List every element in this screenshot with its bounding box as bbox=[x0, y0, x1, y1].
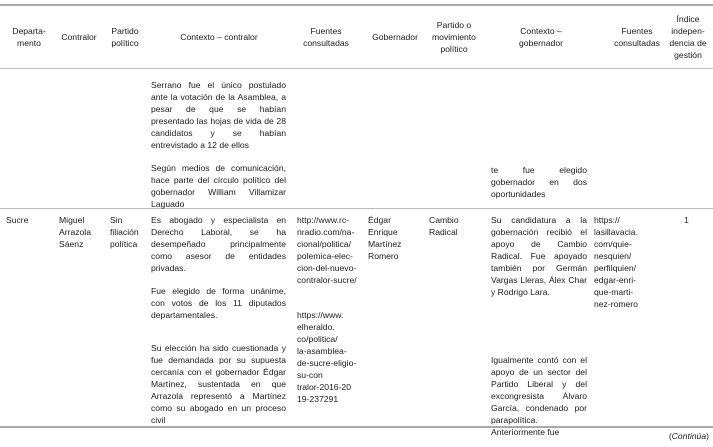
gobernador-cell: Édgar Enrique Martínez Romero bbox=[368, 215, 402, 261]
paren-open: ( bbox=[668, 431, 672, 441]
fuente-link[interactable]: https://www. elheraldo. co/politica/ la-asamblea- de-sucre-eligio- su-con tralor-2016-20 19-237291 bbox=[297, 310, 357, 404]
header-indice: Índice indepen- dencia de gestión bbox=[669, 14, 707, 60]
header-fuentes-contralor: Fuentes consultadas bbox=[303, 26, 349, 48]
fuente-link[interactable]: http://www.rc- nradio.com/na- cional/politica/ polemica-elec- cion-del-nuevo- contralor-sucre/ bbox=[297, 215, 357, 285]
header-bottom-rule bbox=[0, 68, 713, 69]
contexto-gobernador-p1: te fue elegido gobernador en dos oportunidades bbox=[491, 165, 587, 199]
table-bottom-rule bbox=[0, 426, 713, 428]
contralor-cell: Miguel Arrazola Sáenz bbox=[59, 215, 91, 249]
partido-gobernador-cell: Cambio Radical bbox=[429, 215, 459, 237]
contexto-contralor-p3: Su elección ha sido cuestionada y fue demandada por su supuesta cercanía con el gobernador Édgar Martínez, sustentada en que Arrazola representó a Martínez como su abogado en un proceso civil bbox=[151, 343, 286, 425]
continua-note bbox=[669, 431, 709, 441]
contexto-contralor-p1: Es abogado y especialista en Derecho Laboral, se ha desempeñado principalmente como asesor de entidades privadas. bbox=[151, 215, 286, 273]
header-contralor: Contralor bbox=[61, 32, 97, 42]
header-contexto-gobernador: Contexto – gobernador bbox=[519, 26, 563, 48]
fuente-link[interactable]: https:// lasillavacia. com/quie- nesquien/ perfilquien/ edgar-enri- que-marti- nez-romero bbox=[594, 215, 638, 309]
header-fuentes-gobernador: Fuentes consultadas bbox=[614, 26, 660, 48]
header-departamento: Departa- mento bbox=[12, 26, 46, 48]
row-separator bbox=[0, 208, 713, 209]
header-gobernador: Gobernador bbox=[372, 32, 418, 42]
continua-label: Continúa bbox=[671, 431, 707, 441]
departamento-cell: Sucre bbox=[6, 215, 29, 225]
partido-cell: Sin filiación política bbox=[110, 215, 139, 249]
contexto-contralor-p1: Serrano fue el único postulado ante la votación de la Asamblea, a pesar de que se habían presentado las hojas de vida de 28 candidatos y se habían entrevistado a 12 de ellos bbox=[151, 80, 286, 150]
contexto-gobernador-p2: Igualmente contó con el apoyo de un sector del Partido Liberal y del excongresista Álvaro García, condenado por parapolítica. Anteriormente fue bbox=[491, 355, 587, 437]
header-partido: Partido político bbox=[111, 26, 139, 48]
contexto-contralor-p2: Fue elegido de forma unánime, con votos de los 11 diputados departamentales. bbox=[151, 286, 286, 320]
header-partido-gobernador: Partido o movimiento político bbox=[432, 20, 476, 54]
contexto-gobernador-p1: Su candidatura a la gobernación recibió el apoyo de Cambio Radical. Fue apoyado también por Germán Vargas Lleras, Álex Char y Rodrigo Lara. bbox=[491, 215, 587, 297]
paren-close: ) bbox=[706, 431, 709, 441]
indice-cell: 1 bbox=[684, 215, 689, 225]
contexto-contralor-p2: Según medios de comunicación, hace parte del círculo político del gobernador William Villamizar Laguado bbox=[151, 163, 286, 209]
header-contexto-contralor: Contexto – contralor bbox=[180, 32, 258, 42]
